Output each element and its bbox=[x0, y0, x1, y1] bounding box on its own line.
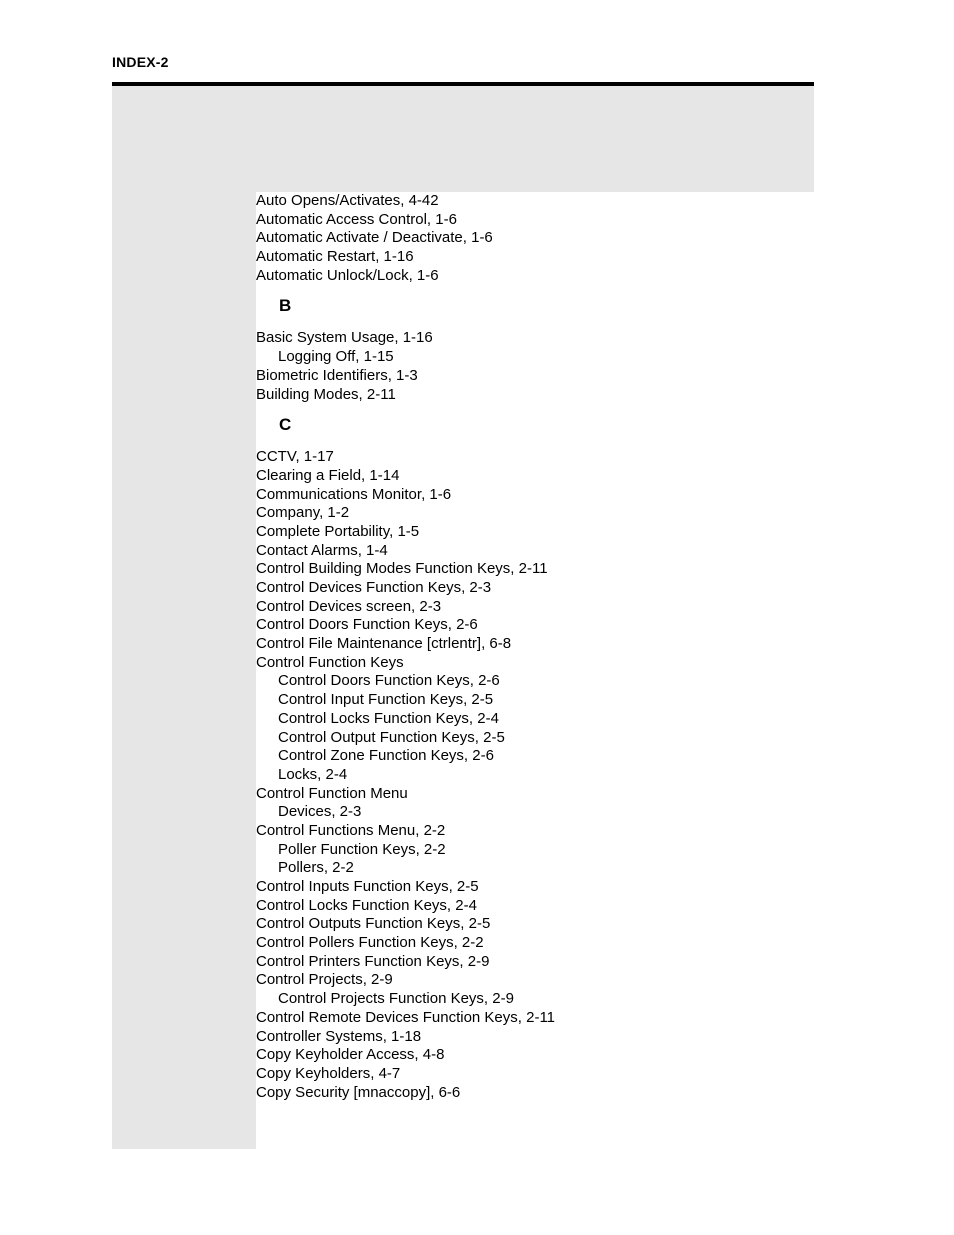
index-subentry: Pollers, 2-2 bbox=[278, 859, 354, 877]
section-heading-b: B bbox=[279, 296, 292, 316]
index-entry: Control Projects, 2-9 bbox=[256, 971, 393, 989]
index-entry: Controller Systems, 1-18 bbox=[256, 1027, 422, 1045]
index-entry: Complete Portability, 1-5 bbox=[256, 522, 420, 540]
index-entry: Control Outputs Function Keys, 2-5 bbox=[256, 915, 491, 933]
index-entry: Communications Monitor, 1-6 bbox=[256, 485, 452, 503]
index-entry: Control Doors Function Keys, 2-6 bbox=[256, 616, 478, 634]
index-entry: Control Inputs Function Keys, 2-5 bbox=[256, 878, 479, 895]
page-label: INDEX-2 bbox=[112, 54, 169, 70]
index-subentry: Control Locks Function Keys, 2-4 bbox=[278, 709, 499, 727]
index-entry: Control Devices screen, 2-3 bbox=[256, 597, 442, 615]
index-entry: Company, 1-2 bbox=[256, 504, 350, 522]
index-entry: Control Function Keys bbox=[256, 653, 404, 671]
index-entry: Control Printers Function Keys, 2-9 bbox=[256, 952, 490, 970]
index-entry: Control Functions Menu, 2-2 bbox=[256, 821, 446, 839]
index-subentry: Control Output Function Keys, 2-5 bbox=[278, 728, 505, 746]
index-entry: Copy Keyholders, 4-7 bbox=[256, 1064, 401, 1082]
margin-band bbox=[112, 192, 256, 1149]
index-entry: CCTV, 1-17 bbox=[256, 448, 334, 466]
index-subentry: Control Zone Function Keys, 2-6 bbox=[278, 747, 494, 765]
index-entry: Automatic Restart, 1-16 bbox=[256, 248, 414, 266]
index-subentry: Devices, 2-3 bbox=[278, 803, 362, 821]
index-entry: Automatic Activate / Deactivate, 1-6 bbox=[256, 229, 493, 247]
index-entry: Control Building Modes Function Keys, 2-11 bbox=[256, 560, 548, 578]
index-entry: Biometric Identifiers, 1-3 bbox=[256, 366, 418, 384]
index-entry: Contact Alarms, 1-4 bbox=[256, 541, 388, 559]
index-entry: Control Remote Devices Function Keys, 2-11 bbox=[256, 1008, 556, 1026]
index-entry: Control Locks Function Keys, 2-4 bbox=[256, 896, 477, 914]
index-entry: Auto Opens/Activates, 4-42 bbox=[256, 192, 439, 209]
index-list bbox=[256, 192, 796, 1102]
index-entry: Basic System Usage, 1-16 bbox=[256, 329, 433, 347]
index-subentry: Control Doors Function Keys, 2-6 bbox=[278, 672, 500, 690]
index-entry: Control Devices Function Keys, 2-3 bbox=[256, 579, 492, 596]
index-entry: Copy Keyholder Access, 4-8 bbox=[256, 1046, 445, 1064]
index-subentry: Locks, 2-4 bbox=[278, 765, 348, 783]
index-entry: Copy Security [mnaccopy], 6-6 bbox=[256, 1083, 461, 1101]
header-band bbox=[112, 86, 814, 192]
index-entry: Control Function Menu bbox=[256, 784, 408, 802]
index-entry: Control File Maintenance [ctrlentr], 6-8 bbox=[256, 635, 512, 653]
index-subentry: Poller Function Keys, 2-2 bbox=[278, 840, 446, 858]
index-entry: Automatic Unlock/Lock, 1-6 bbox=[256, 266, 439, 284]
index-subentry: Logging Off, 1-15 bbox=[278, 348, 394, 366]
index-subentry: Control Projects Function Keys, 2-9 bbox=[278, 990, 514, 1008]
index-entry: Building Modes, 2-11 bbox=[256, 385, 396, 403]
index-entry: Automatic Access Control, 1-6 bbox=[256, 210, 457, 228]
index-subentry: Control Input Function Keys, 2-5 bbox=[278, 691, 494, 709]
index-entry: Control Pollers Function Keys, 2-2 bbox=[256, 934, 484, 952]
section-heading-c: C bbox=[279, 415, 292, 435]
index-entry: Clearing a Field, 1-14 bbox=[256, 466, 400, 484]
